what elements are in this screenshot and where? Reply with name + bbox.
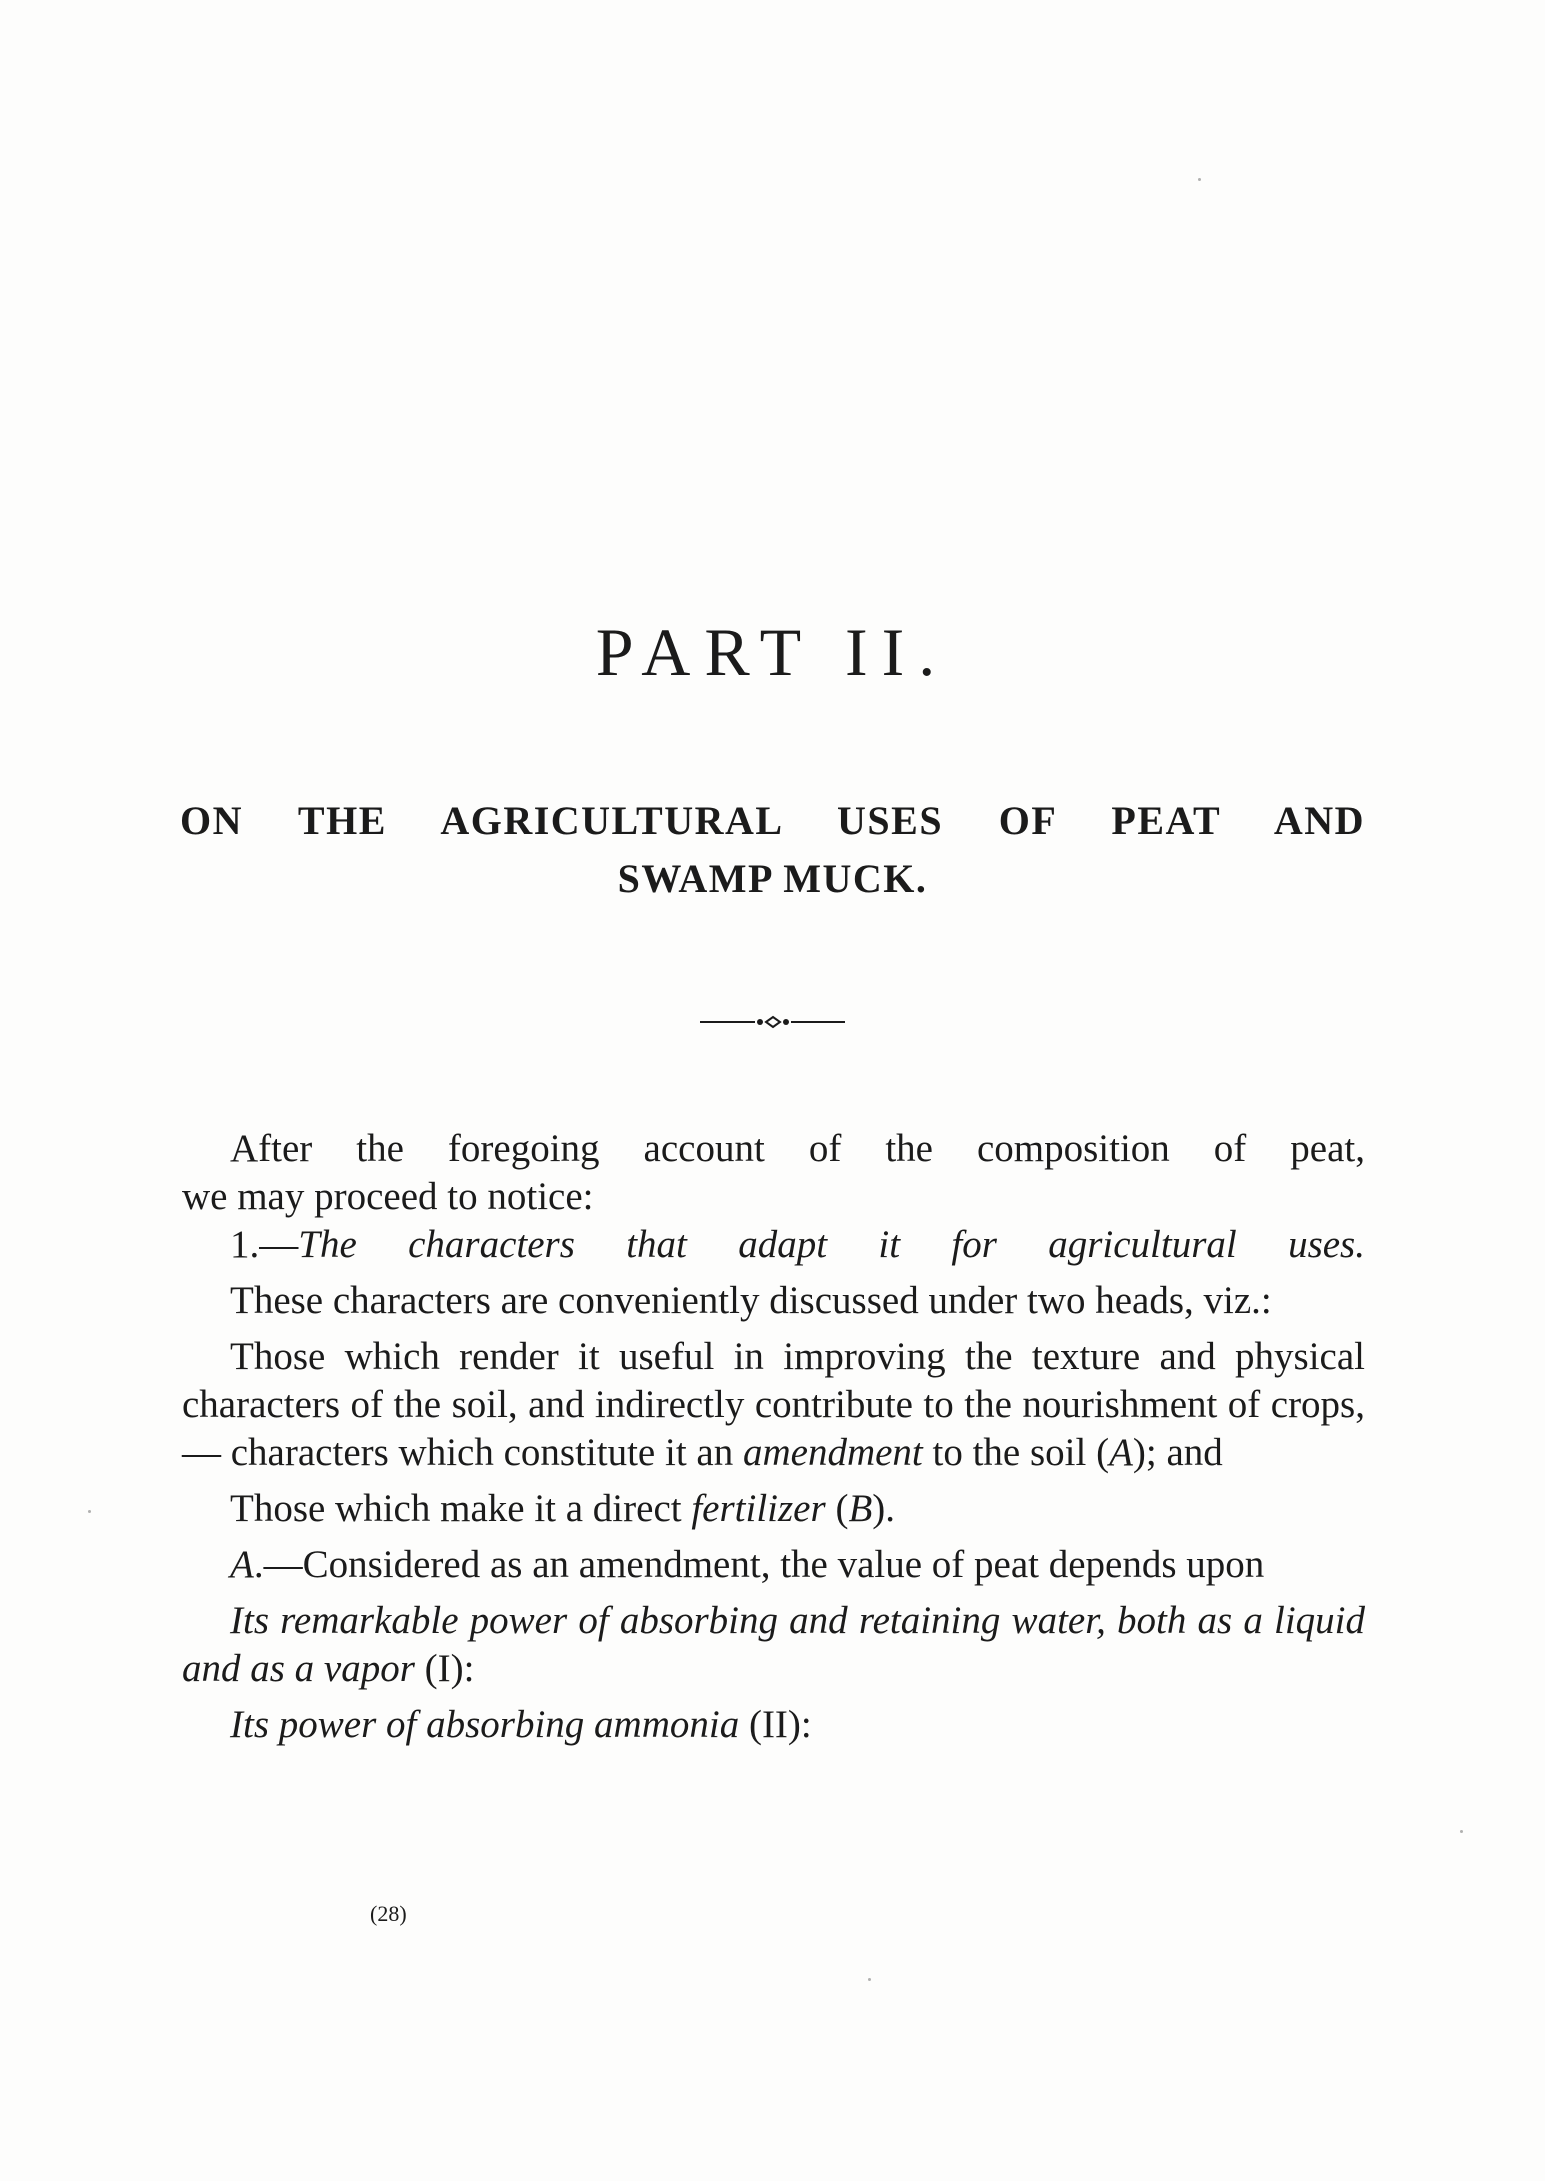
term-amendment: amendment (742, 1431, 923, 1474)
subtitle-line-2: SWAMP MUCK. (617, 856, 928, 901)
ref-a: A (1109, 1431, 1133, 1474)
ornament-divider-icon (700, 1012, 845, 1032)
paragraph-characters: These characters are conveniently discussed under two heads, viz.: (230, 1279, 1272, 1322)
paragraph-fertilizer: Those which make it a direct fertilizer (B). (230, 1487, 896, 1530)
body-text (182, 1125, 1365, 1749)
chapter-subtitle (180, 792, 1365, 908)
paper-speck (1198, 178, 1201, 181)
paragraph-numbered-1 (182, 1221, 1365, 1269)
item-heading: The characters that adapt it for agricultural uses. (298, 1223, 1365, 1266)
paragraph-power-ammonia: Its power of absorbing ammonia (II): (230, 1703, 812, 1746)
paragraph-amendment: Those which render it useful in improving the texture and physical characters of the soil, and indirectly contribute to the nourishment of crops, — characters which constitute it an amendment to the soil (A); and (182, 1335, 1365, 1474)
page-number: (28) (370, 1901, 407, 1926)
paper-speck (1460, 1830, 1463, 1833)
ref-b: B (848, 1487, 873, 1530)
paragraph-intro-line1: After the foregoing account of the composition of peat, (230, 1127, 1365, 1170)
item-number: 1.— (230, 1223, 299, 1266)
paragraph-section-a: A.—Considered as an amendment, the value of peat depends upon (230, 1543, 1265, 1586)
paper-speck (88, 1510, 91, 1513)
subtitle-line-1: ON THE AGRICULTURAL USES OF PEAT AND (180, 798, 1365, 843)
section-a-label: A (230, 1543, 254, 1586)
paragraph-power-water: Its remarkable power of absorbing and retaining water, both as a liquid and as a vapor (I): (182, 1599, 1365, 1690)
paragraph-intro-line2: we may proceed to notice: (182, 1175, 594, 1218)
part-title: PART II. (595, 614, 950, 690)
term-fertilizer: fertilizer (691, 1487, 826, 1530)
paper-speck (868, 1978, 871, 1981)
